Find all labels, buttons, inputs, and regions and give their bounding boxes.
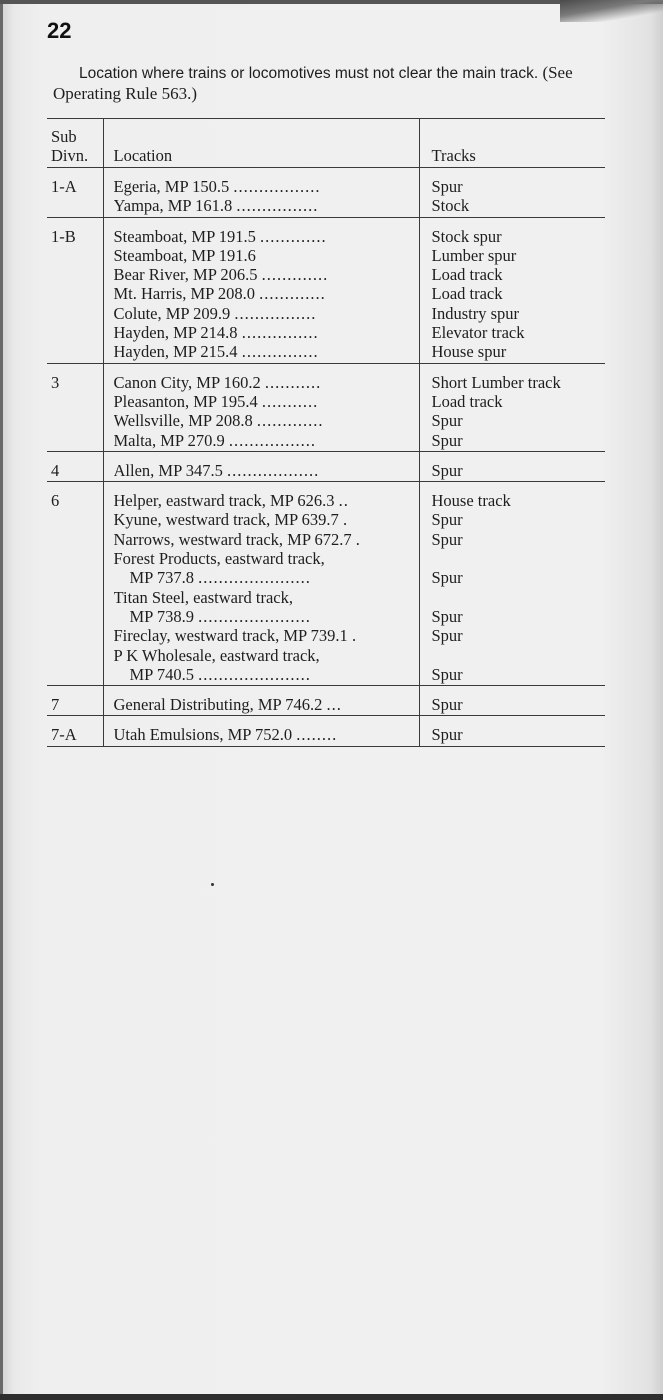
leader-dots: ... bbox=[326, 695, 342, 715]
track-type: Spur bbox=[431, 510, 463, 530]
clearance-table bbox=[47, 118, 605, 747]
sub-divn-cell: 3 bbox=[47, 363, 103, 451]
intro-emphasis: Location where trains or locomotives must not clear the main track. bbox=[79, 65, 539, 82]
leader-dots: ...................... bbox=[198, 568, 311, 588]
location-name: MP 740.5 bbox=[129, 664, 199, 684]
header-sub-divn bbox=[47, 119, 103, 168]
leader-dots: .................. bbox=[227, 460, 320, 480]
location-line bbox=[114, 373, 411, 392]
table-row bbox=[47, 451, 605, 481]
track-type: Stock spur bbox=[431, 226, 502, 246]
location-line bbox=[114, 665, 411, 684]
track-type: Elevator track bbox=[431, 323, 525, 343]
location-line bbox=[114, 626, 411, 645]
location-name: Utah Emulsions, MP 752.0 bbox=[113, 725, 297, 745]
location-name: Allen, MP 347.5 bbox=[113, 460, 228, 480]
table-body bbox=[47, 168, 605, 747]
location-line bbox=[114, 246, 411, 265]
location-name: Yampa, MP 161.8 bbox=[113, 196, 237, 216]
clearance-table-wrapper bbox=[47, 118, 605, 747]
location-line bbox=[114, 491, 411, 510]
intro-note: (See Operating Rule 563.) bbox=[53, 63, 573, 103]
location-line bbox=[114, 549, 411, 568]
location-name: Forest Products, eastward track, bbox=[113, 549, 325, 569]
track-type: Spur bbox=[431, 606, 463, 626]
location-name: Canon City, MP 160.2 bbox=[113, 372, 265, 392]
table-row bbox=[47, 716, 605, 746]
table-header-row bbox=[47, 119, 605, 168]
track-type: Spur bbox=[431, 626, 463, 646]
track-type: Spur bbox=[431, 568, 463, 588]
location-line bbox=[114, 177, 411, 196]
header-sub-divn-line2: Divn. bbox=[51, 146, 89, 165]
table-row bbox=[47, 686, 605, 716]
leader-dots: ................ bbox=[234, 303, 317, 323]
location-name: MP 737.8 bbox=[129, 568, 199, 588]
leader-dots: ........... bbox=[264, 372, 322, 392]
tracks-cell bbox=[419, 217, 605, 363]
location-line bbox=[114, 695, 411, 714]
location-line bbox=[114, 196, 411, 215]
paper-speck bbox=[211, 883, 214, 886]
location-line bbox=[114, 284, 411, 303]
track-type: House spur bbox=[431, 342, 507, 362]
header-sub-divn-line1: Sub bbox=[51, 127, 77, 146]
location-cell bbox=[103, 716, 419, 746]
track-type: Load track bbox=[431, 391, 503, 411]
leader-dots: ...................... bbox=[198, 606, 311, 626]
leader-dots: ............... bbox=[241, 323, 319, 343]
track-type: Load track bbox=[431, 284, 503, 304]
tracks-cell bbox=[419, 363, 605, 451]
track-type: Stock bbox=[431, 196, 470, 216]
location-line bbox=[114, 227, 411, 246]
track-type: Spur bbox=[431, 695, 463, 715]
location-line bbox=[114, 461, 411, 480]
tracks-cell bbox=[419, 686, 605, 716]
location-name: Helper, eastward track, MP 626.3 bbox=[113, 491, 339, 511]
track-type: Short Lumber track bbox=[431, 372, 561, 392]
intro-paragraph bbox=[53, 63, 613, 104]
table-row bbox=[47, 482, 605, 686]
location-cell bbox=[103, 686, 419, 716]
location-line bbox=[114, 431, 411, 450]
leader-dots: ................. bbox=[228, 430, 316, 450]
track-type: Lumber spur bbox=[431, 245, 517, 265]
sub-divn-cell: 1-A bbox=[47, 168, 103, 218]
leader-dots: ............. bbox=[256, 411, 324, 431]
location-line bbox=[114, 304, 411, 323]
tracks-cell bbox=[419, 716, 605, 746]
table-row bbox=[47, 168, 605, 218]
table-row bbox=[47, 363, 605, 451]
location-line bbox=[114, 265, 411, 284]
location-name: Egeria, MP 150.5 bbox=[113, 177, 234, 196]
location-line bbox=[114, 568, 411, 587]
location-line bbox=[114, 530, 411, 549]
track-type: Spur bbox=[431, 411, 463, 431]
leader-dots: . bbox=[342, 510, 349, 530]
location-name: Fireclay, westward track, MP 739.1 bbox=[113, 626, 352, 646]
tracks-cell bbox=[419, 451, 605, 481]
location-name: General Distributing, MP 746.2 bbox=[113, 695, 327, 715]
location-name: P K Wholesale, eastward track, bbox=[113, 645, 320, 665]
location-cell bbox=[103, 482, 419, 686]
location-line bbox=[114, 725, 411, 744]
track-type: Spur bbox=[431, 529, 463, 549]
location-cell bbox=[103, 451, 419, 481]
page-bottom-edge bbox=[0, 1394, 663, 1400]
location-line bbox=[114, 342, 411, 361]
leader-dots: ...................... bbox=[198, 664, 311, 684]
location-name: Wellsville, MP 208.8 bbox=[113, 411, 257, 431]
location-line bbox=[114, 607, 411, 626]
leader-dots: .. bbox=[338, 491, 349, 511]
location-name: Malta, MP 270.9 bbox=[113, 430, 229, 450]
leader-dots: ................ bbox=[236, 196, 319, 216]
track-type: Industry spur bbox=[431, 303, 520, 323]
sub-divn-cell: 6 bbox=[47, 482, 103, 686]
page-left-edge bbox=[0, 0, 3, 1400]
sub-divn-cell: 7 bbox=[47, 686, 103, 716]
track-type: House track bbox=[431, 491, 511, 511]
location-line bbox=[114, 510, 411, 529]
location-name: Steamboat, MP 191.6 bbox=[113, 245, 256, 265]
leader-dots: ............. bbox=[260, 226, 327, 246]
leader-dots: . bbox=[355, 529, 361, 549]
page-corner-shadow bbox=[560, 0, 663, 22]
location-cell bbox=[103, 217, 419, 363]
location-line bbox=[114, 411, 411, 430]
location-name: Mt. Harris, MP 208.0 bbox=[113, 284, 260, 304]
tracks-cell bbox=[419, 482, 605, 686]
location-name: Hayden, MP 214.8 bbox=[113, 323, 242, 343]
leader-dots: ............. bbox=[259, 284, 326, 304]
leader-dots: ................. bbox=[233, 177, 321, 196]
location-name: Titan Steel, eastward track, bbox=[113, 587, 293, 607]
tracks-cell bbox=[419, 168, 605, 218]
table-row bbox=[47, 217, 605, 363]
track-type bbox=[432, 588, 605, 607]
track-type: Load track bbox=[431, 265, 503, 285]
location-name: Colute, MP 209.9 bbox=[113, 303, 235, 323]
track-type: Spur bbox=[431, 664, 463, 684]
location-name: Steamboat, MP 191.5 bbox=[113, 226, 261, 246]
leader-dots: ............. bbox=[261, 265, 329, 285]
location-name: Pleasanton, MP 195.4 bbox=[113, 391, 262, 411]
location-line bbox=[114, 646, 411, 665]
location-line bbox=[114, 392, 411, 411]
leader-dots: ............... bbox=[241, 342, 319, 362]
sub-divn-cell: 1-B bbox=[47, 217, 103, 363]
track-type bbox=[432, 646, 605, 665]
location-name: Narrows, westward track, MP 672.7 bbox=[113, 529, 356, 549]
location-cell bbox=[103, 363, 419, 451]
sub-divn-cell: 7-A bbox=[47, 716, 103, 746]
track-type: Spur bbox=[431, 460, 463, 480]
track-type bbox=[432, 549, 605, 568]
location-name: Kyune, westward track, MP 639.7 bbox=[113, 510, 343, 530]
sub-divn-cell: 4 bbox=[47, 451, 103, 481]
leader-dots: . bbox=[351, 626, 358, 646]
track-type: Spur bbox=[431, 725, 463, 745]
track-type: Spur bbox=[431, 430, 463, 450]
header-tracks: Tracks bbox=[419, 119, 605, 168]
location-cell bbox=[103, 168, 419, 218]
location-line bbox=[114, 588, 411, 607]
leader-dots: ........... bbox=[261, 391, 319, 411]
leader-dots: ........ bbox=[296, 725, 338, 745]
header-location: Location bbox=[103, 119, 419, 168]
track-type: Spur bbox=[431, 177, 463, 196]
location-name: Hayden, MP 215.4 bbox=[113, 342, 242, 362]
page-number: 22 bbox=[47, 18, 72, 43]
location-line bbox=[114, 323, 411, 342]
location-name: MP 738.9 bbox=[129, 606, 199, 626]
location-name: Bear River, MP 206.5 bbox=[113, 265, 262, 285]
